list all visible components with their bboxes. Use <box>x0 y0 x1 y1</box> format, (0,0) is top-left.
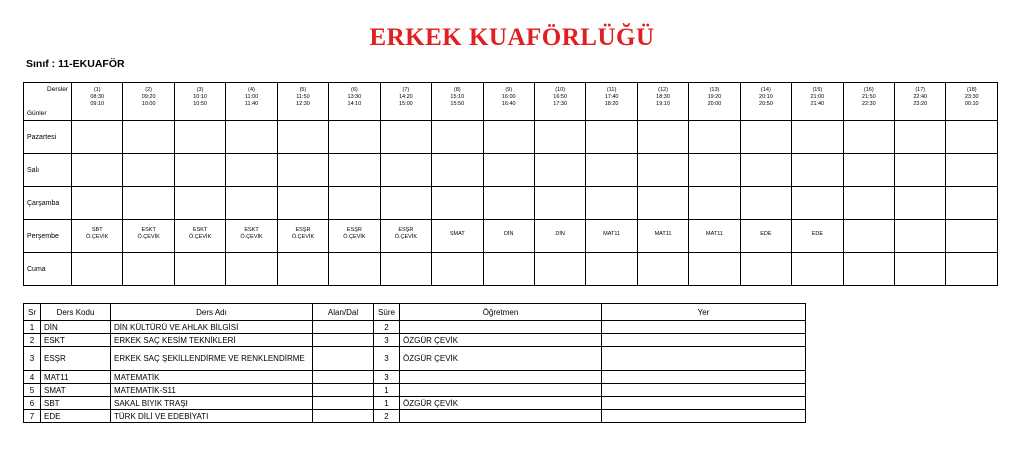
slot-teacher: Ö.ÇEVİK <box>291 234 315 240</box>
period-start: 11:50 <box>296 94 310 100</box>
course-alan <box>313 384 374 397</box>
schedule-day-row <box>24 121 998 154</box>
period-end: 10:50 <box>193 101 207 107</box>
period-number: (11) <box>606 87 617 93</box>
course-sure: 1 <box>374 397 400 410</box>
slot-course-code: DİN <box>503 230 514 237</box>
slot-course-code: MAT11 <box>706 230 723 237</box>
period-start: 20:10 <box>759 94 773 100</box>
slot-course-code: EDE <box>760 230 772 237</box>
period-end: 16:40 <box>501 101 516 107</box>
schedule-slot <box>277 253 328 286</box>
schedule-slot <box>329 154 380 187</box>
period-header <box>72 83 123 121</box>
course-sr: 2 <box>24 334 41 347</box>
period-end: 20:50 <box>759 101 773 107</box>
period-start: 15:10 <box>450 94 465 100</box>
period-number: (10) <box>555 87 566 93</box>
day-name: Perşembe <box>24 220 72 253</box>
period-header <box>946 83 998 121</box>
schedule-slot <box>895 121 946 154</box>
course-row <box>24 397 806 410</box>
day-name: Pazartesi <box>24 121 72 154</box>
course-code: ESKT <box>41 334 111 347</box>
course-yer <box>602 321 806 334</box>
schedule-slot <box>689 253 740 286</box>
schedule-slot <box>483 187 534 220</box>
schedule-slot <box>740 121 791 154</box>
schedule-header-row <box>24 83 998 121</box>
course-sr: 1 <box>24 321 41 334</box>
period-header <box>534 83 585 121</box>
slot-course-code: DİN <box>555 230 565 237</box>
page-title: ERKEK KUAFÖRLÜĞÜ <box>369 24 655 51</box>
course-row <box>24 384 806 397</box>
schedule-slot <box>72 220 123 253</box>
schedule-slot <box>740 187 791 220</box>
period-header <box>277 83 328 121</box>
course-sure: 3 <box>374 371 400 384</box>
schedule-slot <box>123 121 174 154</box>
course-sure: 3 <box>374 334 400 347</box>
schedule-slot <box>946 154 998 187</box>
period-start: 16:50 <box>553 94 568 100</box>
slot-teacher: Ö.ÇEVİK <box>86 234 109 240</box>
course-alan <box>313 410 374 423</box>
period-start: 08:30 <box>90 94 105 100</box>
period-header <box>689 83 740 121</box>
schedule-slot <box>226 154 277 187</box>
period-end: 15:50 <box>450 101 465 107</box>
course-row <box>24 334 806 347</box>
period-header <box>380 83 431 121</box>
schedule-slot <box>123 220 174 253</box>
course-name: ERKEK SAÇ ŞEKİLLENDİRME VE RENKLENDİRME <box>111 347 313 371</box>
course-table-header <box>24 304 806 321</box>
schedule-slot <box>226 187 277 220</box>
period-number: (13) <box>709 87 720 93</box>
schedule-slot <box>277 121 328 154</box>
schedule-slot <box>946 121 998 154</box>
period-end: 10:00 <box>141 101 156 107</box>
period-header <box>895 83 946 121</box>
schedule-slot <box>277 220 328 253</box>
course-yer <box>602 334 806 347</box>
schedule-day-row <box>24 220 998 253</box>
course-alan <box>313 347 374 371</box>
corner-days-label: Günler <box>27 110 47 117</box>
schedule-slot <box>72 121 123 154</box>
period-header <box>586 83 637 121</box>
schedule-slot <box>637 253 688 286</box>
schedule-slot <box>689 154 740 187</box>
period-header <box>792 83 843 121</box>
period-start: 21:00 <box>810 94 825 100</box>
course-teacher <box>400 410 602 423</box>
course-sure: 2 <box>374 410 400 423</box>
schedule-slot <box>946 253 998 286</box>
course-sure: 2 <box>374 321 400 334</box>
course-code: SMAT <box>41 384 111 397</box>
period-end: 00:10 <box>964 101 979 107</box>
period-number: (1) <box>93 87 101 93</box>
course-row <box>24 410 806 423</box>
period-end: 18:20 <box>604 101 619 107</box>
period-number: (8) <box>453 87 461 93</box>
course-teacher <box>400 321 602 334</box>
schedule-slot <box>123 154 174 187</box>
slot-course-code: ESŞR <box>398 227 414 233</box>
period-header <box>843 83 894 121</box>
schedule-slot <box>689 121 740 154</box>
schedule-slot <box>174 220 225 253</box>
course-sr: 6 <box>24 397 41 410</box>
schedule-slot <box>329 187 380 220</box>
course-code: SBT <box>41 397 111 410</box>
schedule-slot <box>380 220 431 253</box>
course-sr: 4 <box>24 371 41 384</box>
period-end: 20:00 <box>707 101 722 107</box>
schedule-slot <box>174 253 225 286</box>
slot-course-code: ESKT <box>141 227 156 233</box>
header-yer: Yer <box>602 304 806 321</box>
class-label: Sınıf : 11-EKUAFÖR <box>26 58 125 70</box>
period-number: (12) <box>658 87 668 93</box>
period-start: 19:20 <box>707 94 722 100</box>
schedule-slot <box>329 253 380 286</box>
period-number: (5) <box>299 87 307 93</box>
schedule-day-row <box>24 187 998 220</box>
period-end: 09:10 <box>90 101 105 107</box>
period-start: 14:20 <box>398 94 413 100</box>
schedule-slot <box>843 187 894 220</box>
schedule-slot <box>740 154 791 187</box>
schedule-slot <box>174 121 225 154</box>
slot-course-code: ESKT <box>244 227 259 233</box>
schedule-corner <box>24 83 72 121</box>
period-number: (3) <box>196 87 204 93</box>
schedule-slot <box>483 220 534 253</box>
period-start: 23:30 <box>964 94 979 100</box>
schedule-slot <box>483 253 534 286</box>
period-end: 19:10 <box>656 101 670 107</box>
period-end: 21:40 <box>810 101 825 107</box>
schedule-slot <box>380 121 431 154</box>
course-teacher: ÖZGÜR ÇEVİK <box>400 397 602 410</box>
schedule-slot <box>226 253 277 286</box>
schedule-slot <box>586 253 637 286</box>
schedule-slot <box>226 121 277 154</box>
corner-periods-label: Dersler <box>47 86 68 93</box>
period-start: 18:30 <box>656 94 670 100</box>
course-sure: 3 <box>374 347 400 371</box>
course-code: DİN <box>41 321 111 334</box>
period-header <box>123 83 174 121</box>
schedule-slot <box>895 187 946 220</box>
period-number: (15) <box>812 87 823 93</box>
period-start: 13:30 <box>347 94 362 100</box>
schedule-slot <box>689 187 740 220</box>
schedule-slot <box>586 154 637 187</box>
schedule-slot <box>586 220 637 253</box>
slot-teacher: Ö.ÇEVİK <box>240 234 263 240</box>
schedule-slot <box>895 154 946 187</box>
schedule-slot <box>689 220 740 253</box>
period-header <box>432 83 483 121</box>
course-alan <box>313 321 374 334</box>
day-name: Çarşamba <box>24 187 72 220</box>
course-row <box>24 347 806 371</box>
header-alan: Alan/Dal <box>313 304 374 321</box>
schedule-slot <box>534 154 585 187</box>
course-code: MAT11 <box>41 371 111 384</box>
period-header <box>740 83 791 121</box>
schedule-slot <box>792 121 843 154</box>
course-code: ESŞR <box>41 347 111 371</box>
course-code: EDE <box>41 410 111 423</box>
period-number: (2) <box>145 87 153 93</box>
course-alan <box>313 397 374 410</box>
slot-teacher: Ö.ÇEVİK <box>137 234 160 240</box>
schedule-slot <box>895 220 946 253</box>
slot-course-code: EDE <box>811 230 823 237</box>
schedule-slot <box>380 154 431 187</box>
period-header <box>329 83 380 121</box>
course-name: MATEMATİK <box>111 371 313 384</box>
schedule-slot <box>174 154 225 187</box>
header-code: Ders Kodu <box>41 304 111 321</box>
period-start: 09:20 <box>141 94 156 100</box>
period-end: 14:10 <box>347 101 362 107</box>
course-yer <box>602 384 806 397</box>
period-header <box>174 83 225 121</box>
slot-teacher: Ö.ÇEVİK <box>343 234 366 240</box>
header-sure: Süre <box>374 304 400 321</box>
period-end: 15:00 <box>398 101 413 107</box>
schedule-slot <box>637 220 688 253</box>
schedule-slot <box>483 154 534 187</box>
period-number: (9) <box>505 87 513 93</box>
period-end: 11:40 <box>244 101 259 107</box>
period-end: 22:30 <box>861 101 876 107</box>
schedule-slot <box>946 220 998 253</box>
schedule-slot <box>432 220 483 253</box>
schedule-slot <box>534 220 585 253</box>
course-name: MATEMATİK-S11 <box>111 384 313 397</box>
period-header <box>483 83 534 121</box>
period-number: (14) <box>761 87 771 93</box>
header-sr: Sr <box>24 304 41 321</box>
schedule-slot <box>895 253 946 286</box>
schedule-slot <box>740 220 791 253</box>
schedule-slot <box>277 187 328 220</box>
schedule-slot <box>946 187 998 220</box>
schedule-slot <box>123 253 174 286</box>
slot-course-code: SBT <box>91 227 103 233</box>
schedule-slot <box>843 154 894 187</box>
schedule-slot <box>432 121 483 154</box>
schedule-slot <box>843 220 894 253</box>
course-alan <box>313 334 374 347</box>
period-start: 16:00 <box>501 94 516 100</box>
schedule-slot <box>534 187 585 220</box>
course-sr: 5 <box>24 384 41 397</box>
course-name: ERKEK SAÇ KESİM TEKNİKLERİ <box>111 334 313 347</box>
slot-course-code: ESKT <box>192 227 208 233</box>
schedule-slot <box>329 220 380 253</box>
course-teacher: ÖZGÜR ÇEVİK <box>400 347 602 371</box>
schedule-slot <box>637 154 688 187</box>
schedule-slot <box>432 253 483 286</box>
course-name: DİN KÜLTÜRÜ VE AHLAK BİLGİSİ <box>111 321 313 334</box>
schedule-slot <box>586 121 637 154</box>
period-number: (16) <box>863 87 874 93</box>
course-yer <box>602 397 806 410</box>
schedule-slot <box>432 187 483 220</box>
course-row <box>24 371 806 384</box>
schedule-slot <box>380 253 431 286</box>
schedule-slot <box>277 154 328 187</box>
weekly-schedule-table <box>23 82 998 286</box>
period-end: 17:30 <box>553 101 568 107</box>
schedule-slot <box>637 187 688 220</box>
period-header <box>226 83 277 121</box>
slot-course-code: ESŞR <box>295 227 311 233</box>
slot-course-code: MAT11 <box>654 230 672 237</box>
slot-teacher: Ö.ÇEVİK <box>394 234 417 240</box>
schedule-slot <box>483 121 534 154</box>
period-number: (18) <box>966 87 977 93</box>
schedule-slot <box>72 187 123 220</box>
schedule-slot <box>843 253 894 286</box>
course-yer <box>602 347 806 371</box>
period-header <box>637 83 688 121</box>
header-teacher: Öğretmen <box>400 304 602 321</box>
schedule-slot <box>174 187 225 220</box>
period-number: (6) <box>351 87 358 93</box>
slot-course-code: SMAT <box>449 230 465 237</box>
schedule-day-row <box>24 154 998 187</box>
schedule-slot <box>72 154 123 187</box>
course-sr: 7 <box>24 410 41 423</box>
course-sure: 1 <box>374 384 400 397</box>
day-name: Cuma <box>24 253 72 286</box>
course-list-table <box>23 303 806 423</box>
period-end: 23:20 <box>913 101 928 107</box>
period-end: 12:30 <box>296 101 310 107</box>
schedule-slot <box>843 121 894 154</box>
course-yer <box>602 371 806 384</box>
period-start: 21:50 <box>861 94 876 100</box>
period-number: (4) <box>248 87 255 93</box>
header-name: Ders Adı <box>111 304 313 321</box>
schedule-slot <box>586 187 637 220</box>
schedule-slot <box>432 154 483 187</box>
day-name: Salı <box>24 154 72 187</box>
course-teacher <box>400 384 602 397</box>
course-alan <box>313 371 374 384</box>
slot-course-code: ESŞR <box>346 227 362 233</box>
schedule-slot <box>329 121 380 154</box>
course-name: SAKAL BIYIK TRAŞI <box>111 397 313 410</box>
schedule-slot <box>792 154 843 187</box>
schedule-slot <box>792 220 843 253</box>
schedule-slot <box>792 187 843 220</box>
course-row <box>24 321 806 334</box>
course-sr: 3 <box>24 347 41 371</box>
schedule-slot <box>226 220 277 253</box>
course-yer <box>602 410 806 423</box>
schedule-slot <box>123 187 174 220</box>
schedule-day-row <box>24 253 998 286</box>
schedule-slot <box>534 253 585 286</box>
course-name: TÜRK DİLİ VE EDEBİYATI <box>111 410 313 423</box>
period-start: 17:40 <box>604 94 619 100</box>
course-teacher <box>400 371 602 384</box>
period-start: 11:00 <box>244 94 259 100</box>
slot-course-code: MAT11 <box>603 230 621 237</box>
schedule-slot <box>534 121 585 154</box>
slot-teacher: Ö.ÇEVİK <box>188 234 212 240</box>
period-number: (17) <box>915 87 926 93</box>
course-teacher: ÖZGÜR ÇEVİK <box>400 334 602 347</box>
period-number: (7) <box>402 87 410 93</box>
schedule-slot <box>637 121 688 154</box>
schedule-slot <box>740 253 791 286</box>
period-start: 10:10 <box>193 94 207 100</box>
schedule-slot <box>380 187 431 220</box>
schedule-slot <box>792 253 843 286</box>
period-start: 22:40 <box>913 94 928 100</box>
schedule-slot <box>72 253 123 286</box>
